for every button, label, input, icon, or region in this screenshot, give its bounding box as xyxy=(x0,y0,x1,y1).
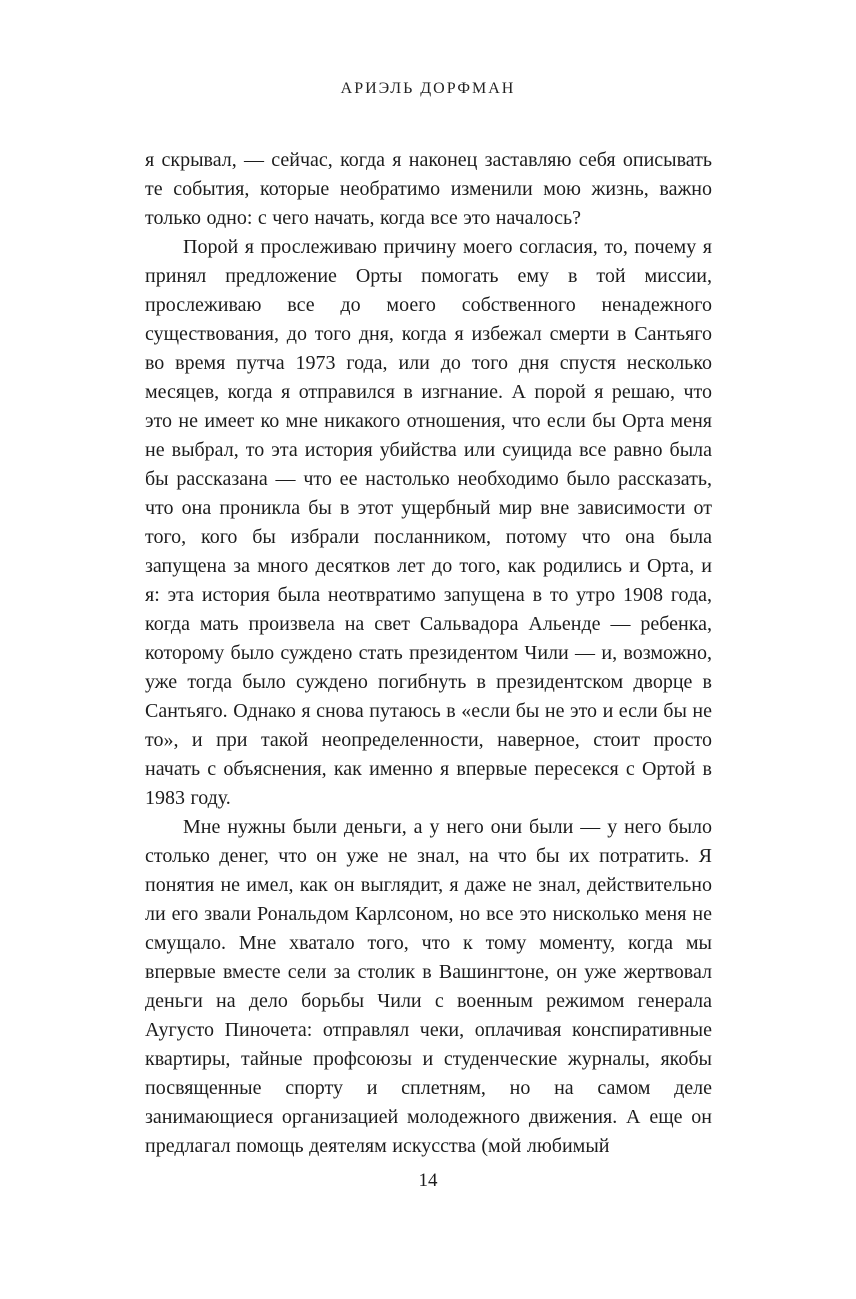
body-paragraph: Мне нужны были деньги, а у него они были — у него было столько денег, что он уже не знал, на что бы их потратить. Я понятия не имел, как он выглядит, я даже не знал, действительно ли его звали Рональдом Карлсоном, но все это нисколько меня не смущало. Мне хватало того, что к тому моменту, когда мы впервые вместе сели за столик в Вашингтоне, он уже жертвовал деньги на дело борьбы Чили с военным режимом генерала Аугусто Пиночета: отправлял чеки, оплачивая конспиративные квартиры, тайные профсоюзы и студенческие журналы, якобы посвященные спорту и сплетням, но на самом деле занимающиеся организацией молодежного движения. А еще он предлагал помощь деятелям искусства (мой любимый xyxy=(145,816,712,1157)
running-header: АРИЭЛЬ ДОРФМАН xyxy=(340,80,516,97)
page-number: 14 xyxy=(418,1170,438,1191)
body-paragraph: я скрывал, — сейчас, когда я наконец заставляю себя описывать те события, которые необратимо изменили мою жизнь, важно только одно: с чего начать, когда все это началось? xyxy=(145,149,712,229)
text-block xyxy=(145,146,712,1161)
body-paragraph: Порой я прослеживаю причину моего согласия, то, почему я принял предложение Орты помогать ему в той миссии, прослеживаю все до моего собственного ненадежного существования, до того дня, когда я избежал смерти в Сантьяго во время путча 1973 года, или до того дня спустя несколько месяцев, когда я отправился в изгнание. А порой я решаю, что это не имеет ко мне никакого отношения, что если бы Орта меня не выбрал, то эта история убийства или суицида все равно была бы рассказана — что ее настолько необходимо было рассказать, что она проникла бы в этот ущербный мир вне зависимости от того, кого бы избрали посланником, потому что она была запущена за много десятков лет до того, как родились и Орта, и я: эта история была неотвратимо запущена в то утро 1908 года, когда мать произвела на свет Сальвадора Альенде — ребенка, которому было суждено стать президентом Чили — и, возможно, уже тогда было суждено погибнуть в президентском дворце в Сантьяго. Однако я снова путаюсь в «если бы не это и если бы не то», и при такой неопределенности, наверное, стоит просто начать с объяснения, как именно я впервые пересекся с Ортой в 1983 году. xyxy=(145,236,712,809)
